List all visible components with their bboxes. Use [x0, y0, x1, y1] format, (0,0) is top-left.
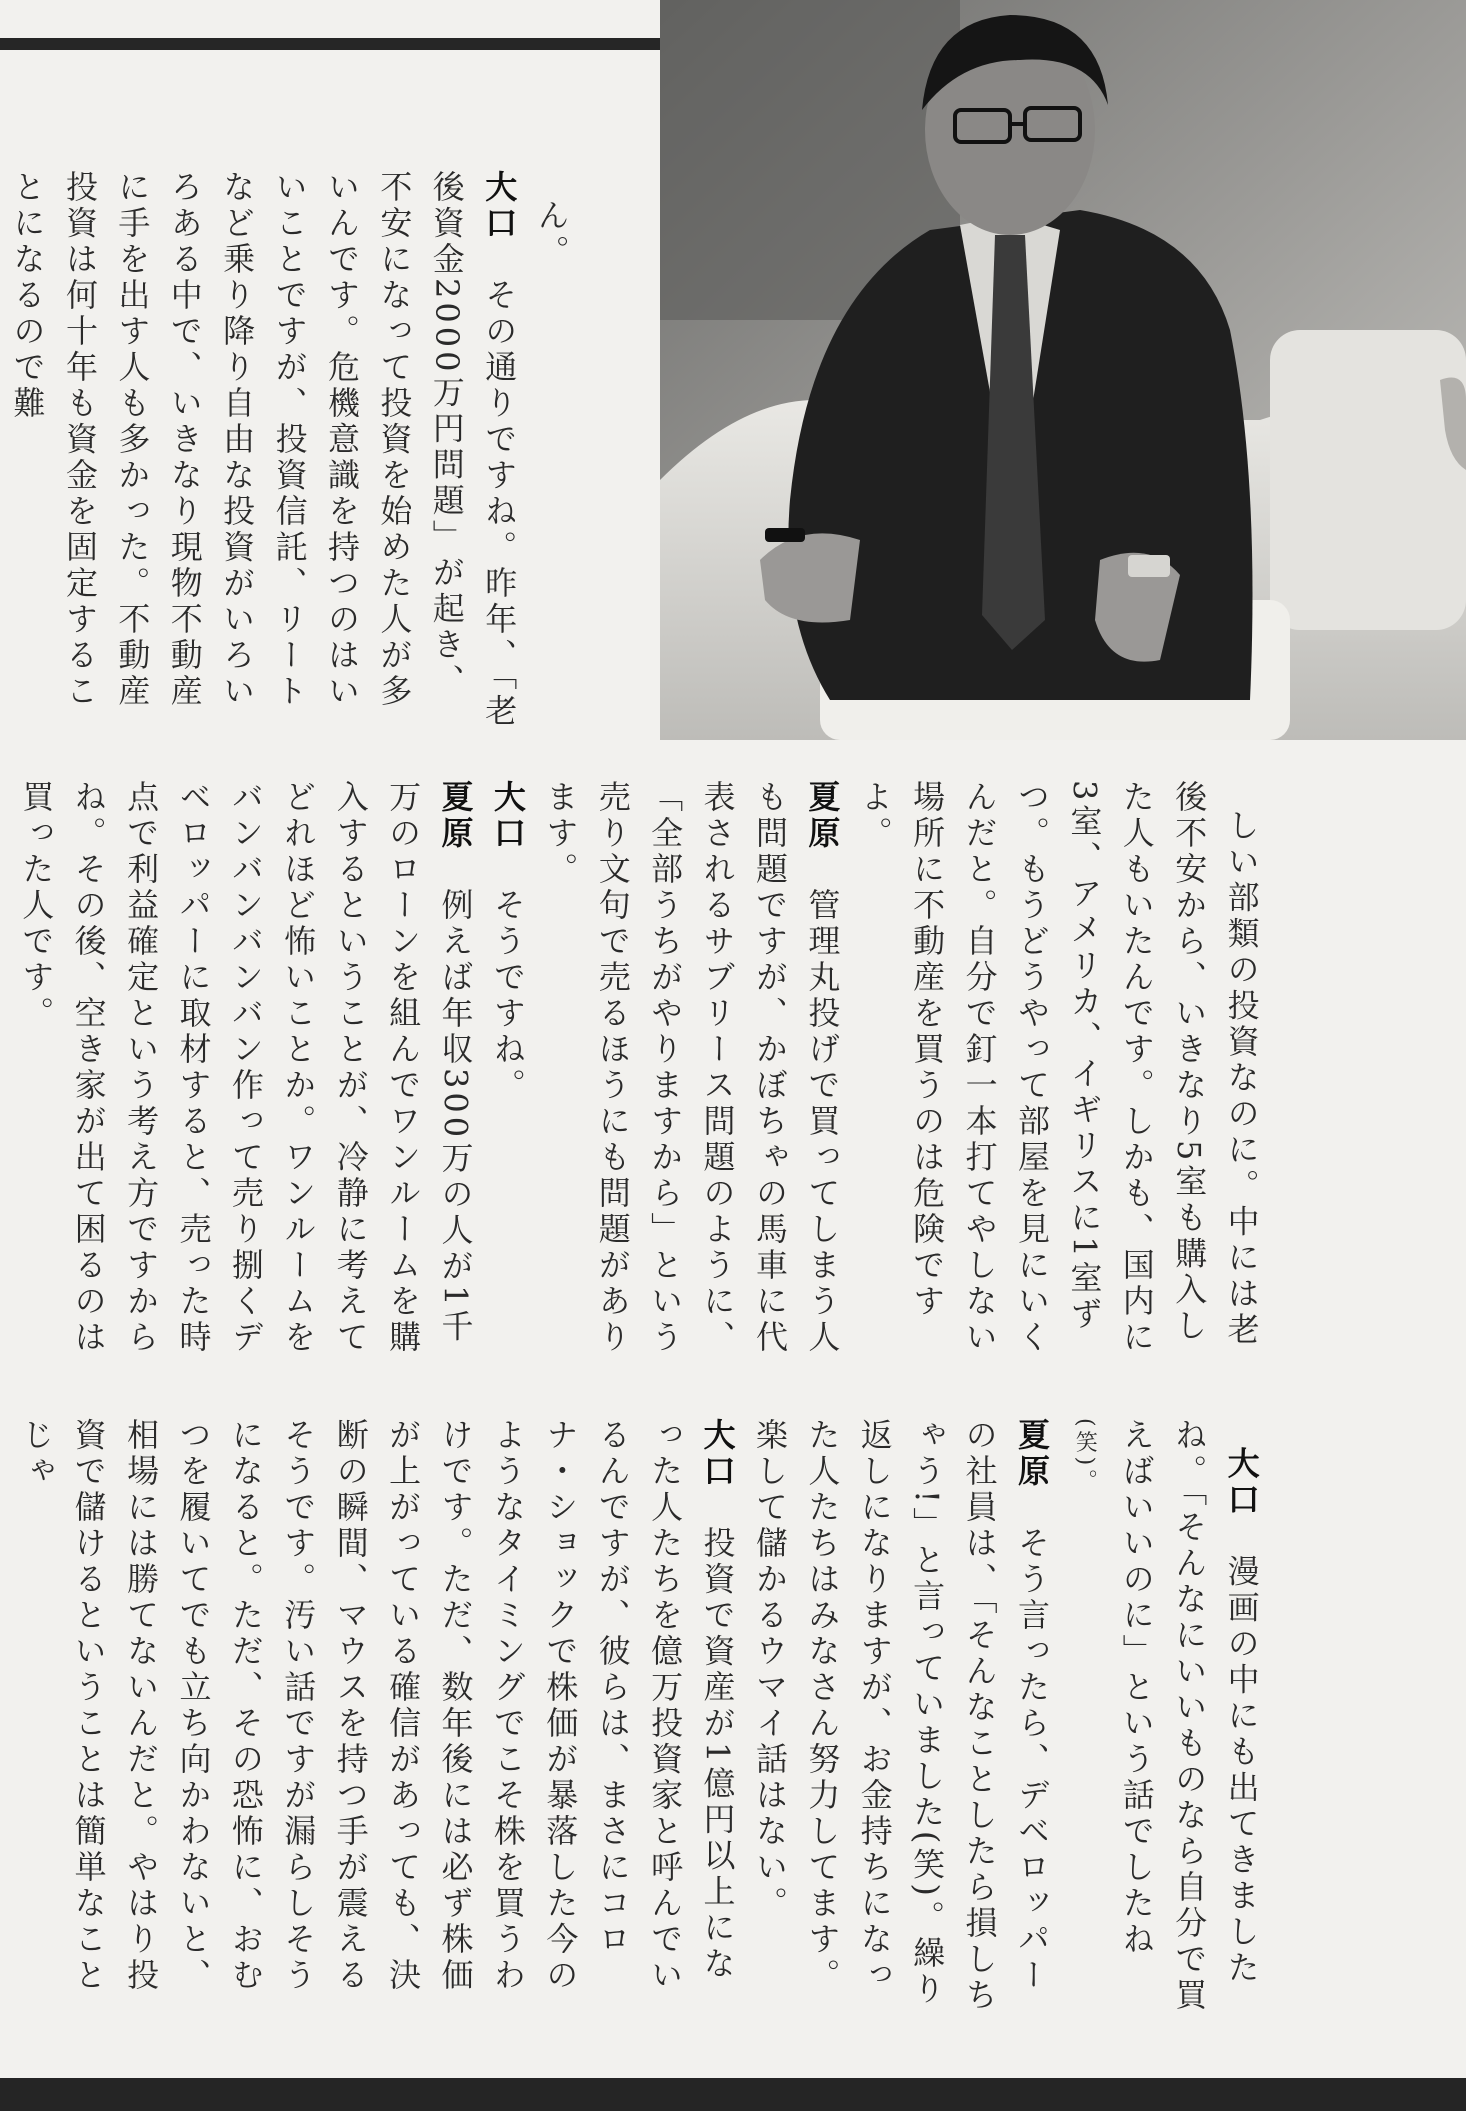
portrait-photo [660, 0, 1466, 740]
portrait-photo-icon [660, 0, 1466, 740]
speaker-label: 大口 [480, 170, 519, 242]
paragraph [751, 1418, 1051, 2014]
paragraph-text: そうですね。 [488, 888, 527, 1104]
paragraph-continuation: ん。 [532, 198, 571, 271]
paragraph-text: 漫画の中にも出てきましたね。「そんなにいいものなら自分で買えばいいのに」という話でしたね [1117, 1418, 1261, 2014]
speaker-label: 夏原 [1012, 1418, 1051, 1490]
speaker-label: 大口 [698, 1418, 737, 1490]
paragraph [17, 780, 474, 1356]
paragraph-text: 管理丸投げで買ってしまう人も問題ですが、かぼちゃの馬車に代表されるサブリース問題のように、「全部うちがやりますから」という売り文句で売るほうにも問題があります。 [541, 780, 842, 1356]
paragraph [1118, 1418, 1261, 2014]
top-rule [0, 38, 660, 50]
paragraph-continuation: しい部類の投資なのに。中には老後不安から、いきなり5室も購入した人もいたんです。しかも、国内に3室、アメリカ、イギリスに1室ずつ。もうどうやって部屋を見にいくんだと。自分で釘一本打てやしない場所に不動産を買うのは危険ですよ。 [855, 780, 1261, 1356]
paragraph [541, 780, 841, 1356]
paragraph-text: そう言ったら、デベロッパーの社員は、「そんなことしたら損しちゃう!」と言っていました(笑)。繰り返しになりますが、お金持ちになった人たちはみなさん努力してます。楽して儲かるウマイ話はない。 [750, 1418, 1051, 2014]
article-column-middle [17, 780, 1320, 1380]
speaker-label: 大口 [488, 780, 527, 852]
laugh-note: (笑)。 [1072, 1418, 1098, 1496]
paragraph [9, 170, 519, 730]
speaker-label: 大口 [1222, 1446, 1261, 1519]
paragraph-text: その通りですね。昨年、「老後資金2000万円問題」が起き、不安になって投資を始めた人が多いんです。危機意識を持つのはいいことですが、投資信託、リートなど乗り降り自由な投資がいろいろある中で、いきなり現物不動産に手を出す人も多かった。不動産投資は何十年も資金を固定することになるので難 [8, 170, 519, 730]
paragraph-text: 投資で資産が1億円以上になった人たちを億万投資家と呼んでいるんですが、彼らは、まさにコロナ・ショックで株価が暴落した今のようなタイミングでこそ株を買うわけです。ただ、数年後には必ず株価が上がっている確信があっても、決断の瞬間、マウスを持つ手が震えるそうです。汚い話ですが漏らしそうになると。ただ、その恐怖に、おむつを履いてでも立ち向かわないと、相場には勝てないんだと。やはり投資で儲けるということは簡単なことじゃ [17, 1418, 737, 1994]
paragraph [489, 780, 527, 1104]
speaker-label: 夏原 [803, 780, 842, 852]
paragraph-text: 例えば年収300万の人が1千万のローンを組んでワンルームを購入するということが、冷静に考えてどれほど怖いことか。ワンルームをバンバンバンバン作って売り捌くデベロッパーに取材すると、売った時点で利益確定という考え方ですからね。その後、空き家が出て困るのは買った人です。 [17, 780, 475, 1356]
article-column-bottom [17, 1418, 1320, 2018]
article-column-top-left [8, 170, 630, 730]
paragraph [17, 1418, 736, 1994]
speaker-label: 夏原 [436, 780, 475, 852]
bottom-band [0, 2078, 1466, 2111]
